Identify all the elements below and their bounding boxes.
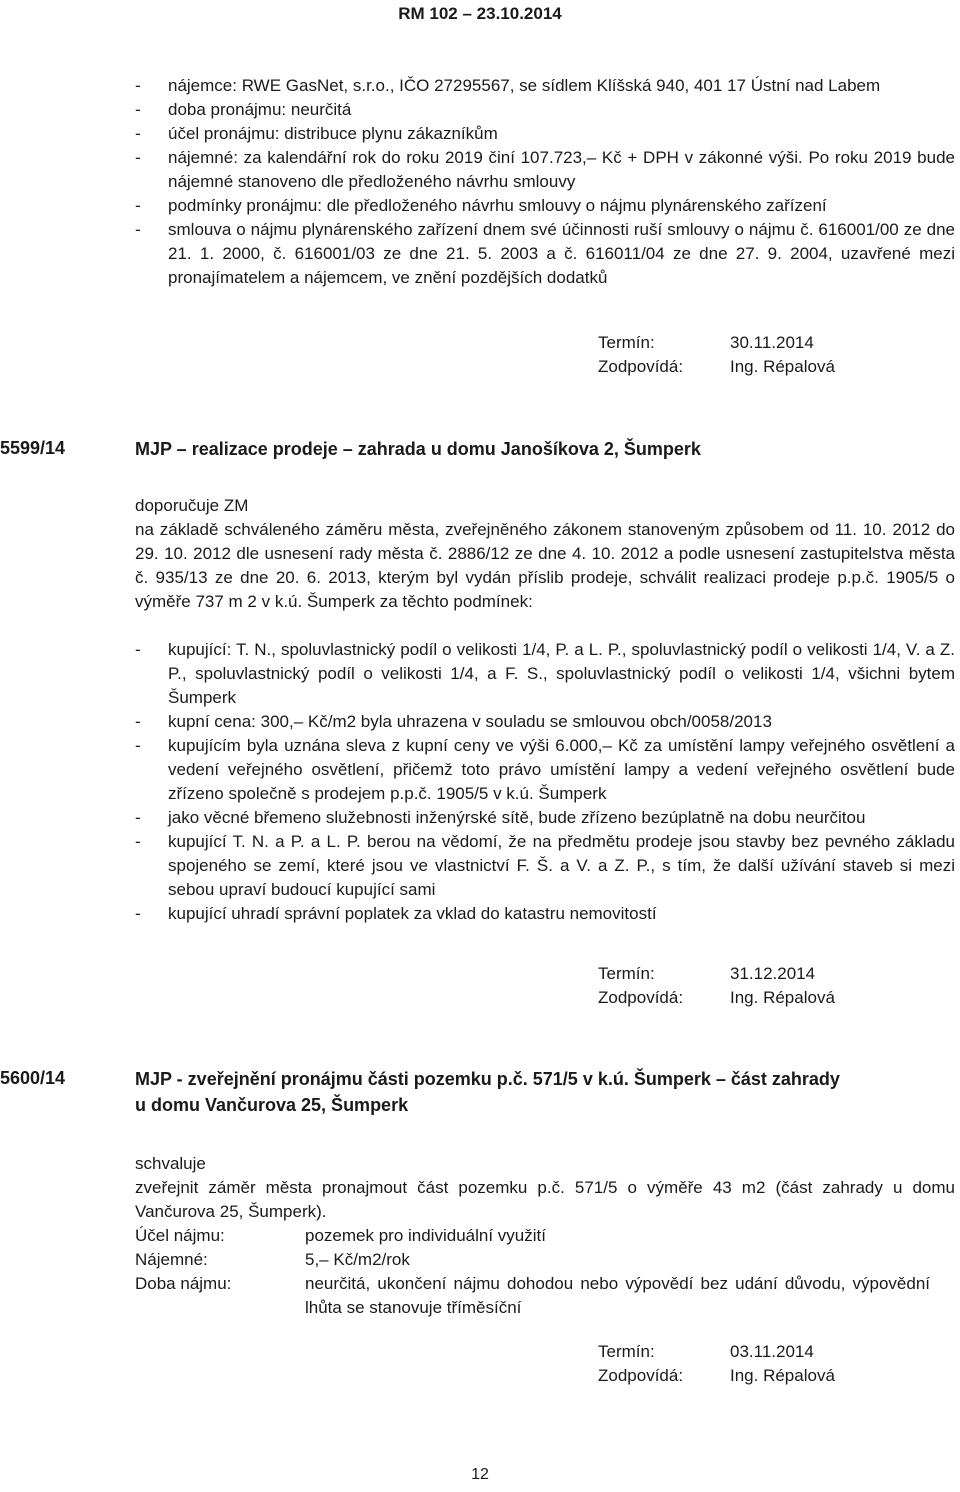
resolution-number-5600: 5600/14 [0, 1068, 66, 1088]
page-number: 12 [471, 1466, 489, 1483]
top-conditions-list [135, 74, 955, 290]
decision-verb-5600: schvaluje [135, 1154, 206, 1173]
list-item: - kupující T. N. a P. a L. P. berou na vědomí, že na předmětu prodeje jsou stavby bez pevného základu spojeného se zemí, které jsou ve vlastnictví F. Š. a V. a Z. P., s tím, že další užívání staveb si mezi sebou upraví budoucí kupující sami [135, 832, 955, 899]
responsible-label: Zodpovídá: [598, 357, 684, 376]
responsible-value: Ing. Répalová [730, 988, 835, 1007]
decision-verb-5599: doporučuje ZM [135, 496, 249, 515]
responsible-value: Ing. Répalová [730, 1366, 835, 1385]
list-item: - podmínky pronájmu: dle předloženého návrhu smlouvy o nájmu plynárenského zařízení [135, 196, 827, 215]
resolution-number-5599: 5599/14 [0, 438, 66, 458]
term-row [598, 962, 938, 986]
lease-purpose-label: Účel nájmu: [135, 1226, 225, 1245]
responsible-label: Zodpovídá: [598, 1366, 684, 1385]
term-row [598, 331, 938, 355]
resolution-intro-5600: zveřejnit záměr města pronajmout část pozemku p.č. 571/5 o výměře 43 m2 (část zahrady u domu Vančurova 25, Šumperk). [135, 1178, 955, 1221]
list-item: - doba pronájmu: neurčitá [135, 100, 352, 119]
term-row [598, 1340, 938, 1364]
list-item: - kupujícím byla uznána sleva z kupní ceny ve výši 6.000,– Kč za umístění lampy veřejného osvětlení a vedení veřejného osvětlení, přičemž toto právo umístění lampy a vedení veřejného osvětlení bude zřízeno společně s prodejem p.p.č. 1905/5 v k.ú. Šumperk [135, 736, 955, 803]
resolution-intro-5599: na základě schváleného záměru města, zveřejněného zákonem stanoveným způsobem od 11. 10. 2012 do 29. 10. 2012 dle usnesení rady města č. 2886/12 ze dne 4. 10. 2012 a podle usnesení zastupitelstva města č. 935/13 ze dne 20. 6. 2013, kterým byl vydán příslib prodeje, schválit realizaci prodeje p.p.č. 1905/5 o výměře 737 m 2 v k.ú. Šumperk za těchto podmínek: [135, 520, 955, 611]
list-item: - účel pronájmu: distribuce plynu zákazníkům [135, 124, 498, 143]
responsible-value: Ing. Répalová [730, 357, 835, 376]
page-header: RM 102 – 23.10.2014 [398, 4, 562, 23]
rent-row [135, 1248, 955, 1272]
responsible-row [598, 1364, 938, 1388]
term-value: 03.11.2014 [730, 1342, 814, 1361]
responsible-label: Zodpovídá: [598, 988, 684, 1007]
term-value: 30.11.2014 [730, 333, 814, 352]
list-item: - kupující uhradí správní poplatek za vklad do katastru nemovitostí [135, 904, 657, 923]
lease-period-value: neurčitá, ukončení nájmu dohodou nebo výpovědí bez udání důvodu, výpovědní lhůta se stanovuje tříměsíční [305, 1274, 930, 1317]
list-item: - kupující: T. N., spoluvlastnický podíl o velikosti 1/4, P. a L. P., spoluvlastnický podíl o velikosti 1/4, V. a Z. P., spoluvlastnický podíl o velikosti 1/4, a F. S., spoluvlastnický podíl o velikosti 1/4, všichni bytem Šumperk [135, 640, 955, 707]
lease-period-row [135, 1272, 955, 1320]
rent-value: 5,– Kč/m2/rok [305, 1250, 410, 1269]
sale-conditions-list [135, 638, 955, 926]
resolution-title-5600 [135, 1066, 960, 1118]
lease-period-label: Doba nájmu: [135, 1274, 232, 1293]
list-item: - smlouva o nájmu plynárenského zařízení dnem své účinnosti ruší smlouvy o nájmu č. 616001/00 ze dne 21. 1. 2000, č. 616001/03 ze dne 21. 5. 2003 a č. 616011/04 ze dne 27. 9. 2004, uzavřené mezi pronajímatelem a nájemcem, ve znění pozdějších dodatků [135, 220, 955, 287]
list-item: - kupní cena: 300,– Kč/m2 byla uhrazena v souladu se smlouvou obch/0058/2013 [135, 712, 772, 731]
responsible-row [598, 355, 938, 379]
list-item: - nájemné: za kalendářní rok do roku 2019 činí 107.723,– Kč + DPH v zákonné výši. Po roku 2019 bude nájemné stanoveno dle předloženého návrhu smlouvy [135, 148, 955, 191]
term-value: 31.12.2014 [730, 964, 816, 983]
rent-label: Nájemné: [135, 1250, 208, 1269]
resolution-title-line: MJP - zveřejnění pronájmu části pozemku p.č. 571/5 v k.ú. Šumperk – část zahrady [135, 1069, 840, 1089]
resolution-title-5599: MJP – realizace prodeje – zahrada u domu Janošíkova 2, Šumperk [135, 439, 701, 459]
list-item: - nájemce: RWE GasNet, s.r.o., IČO 27295567, se sídlem Klíšská 940, 401 17 Ústní nad Labem [135, 76, 881, 95]
list-item: - jako věcné břemeno služebnosti inženýrské sítě, bude zřízeno bezúplatně na dobu neurčitou [135, 808, 866, 827]
responsible-row [598, 986, 938, 1010]
resolution-title-line: u domu Vančurova 25, Šumperk [135, 1095, 409, 1115]
term-label: Termín: [598, 333, 655, 352]
lease-purpose-row [135, 1224, 955, 1248]
lease-purpose-value: pozemek pro individuální využití [305, 1226, 546, 1245]
term-label: Termín: [598, 964, 655, 983]
term-label: Termín: [598, 1342, 655, 1361]
